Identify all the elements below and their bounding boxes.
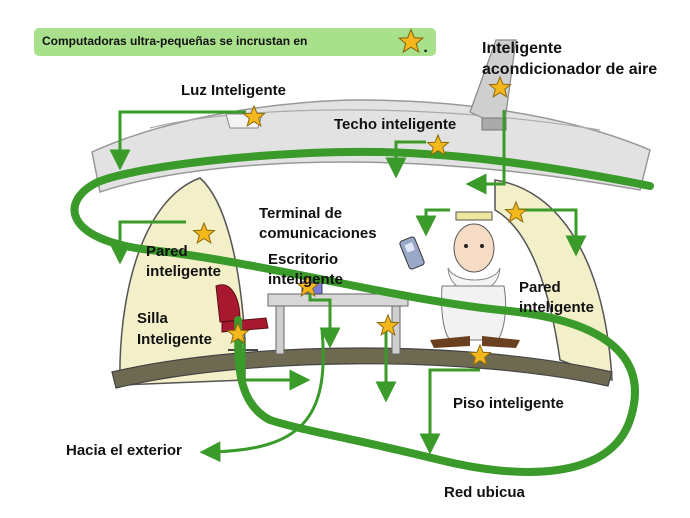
label-ubiquitous-network: Red ubicua	[444, 484, 525, 501]
label-smart-right-wall: Pared inteligente	[519, 279, 595, 316]
label-smart-light: Luz Inteligente	[181, 82, 286, 99]
label-communication-terminal: Terminal de comunicaciones	[259, 205, 377, 242]
professor-figure	[430, 212, 520, 348]
legend-box	[34, 28, 436, 56]
label-smart-left-wall: Pared inteligente	[146, 243, 222, 280]
label-to-exterior: Hacia el exterior	[66, 442, 182, 459]
label-smart-ac: Inteligente acondicionador de aire	[482, 40, 658, 78]
label-smart-chair: Silla Inteligente	[137, 310, 213, 348]
legend-suffix: .	[423, 39, 428, 57]
legend-text: Computadoras ultra-pequeñas se incrustan en	[42, 34, 308, 48]
label-smart-desk: Escritorio inteligente	[268, 251, 344, 288]
label-smart-ceiling: Techo inteligente	[334, 116, 457, 133]
mobile-phone-icon	[399, 236, 425, 270]
label-smart-floor: Piso inteligente	[453, 395, 564, 412]
dome-ceiling	[92, 100, 650, 192]
star-icon	[393, 26, 429, 58]
